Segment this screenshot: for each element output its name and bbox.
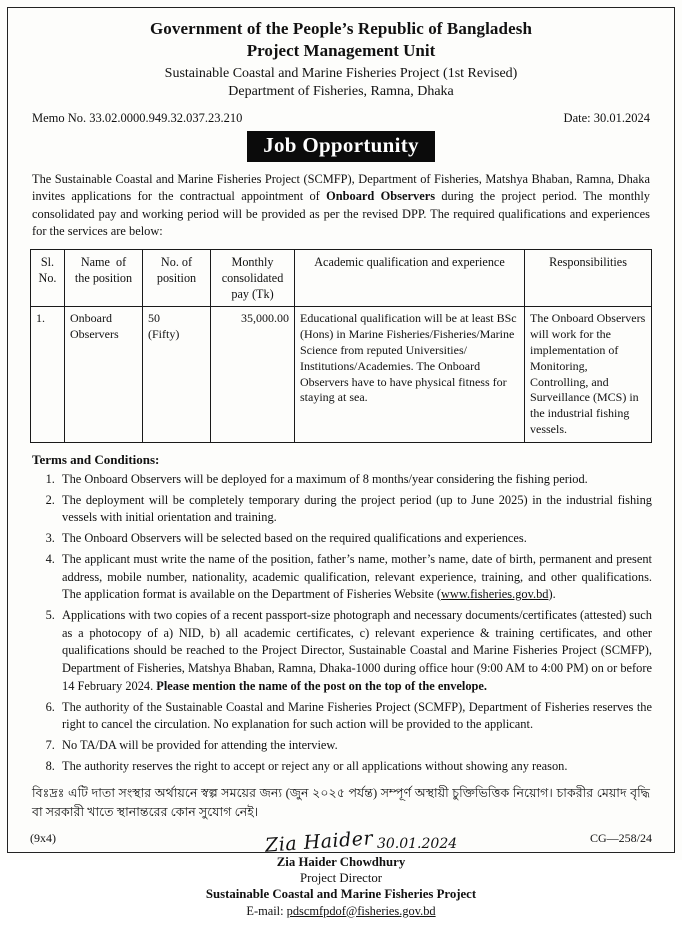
page-inner [18, 12, 664, 939]
bangla-note: বিঃদ্রঃ এটি দাতা সংস্থার অর্থায়নে স্বল্প সময়ের জন্য (জুন ২০২৫ পর্যন্ত) সম্পূর্ণ অস্থায়ী চুক্তিভিত্তিক নিয়োগ। চাকরীর মেয়াদ বৃদ্ধি বা সরকারী খাতে স্থানান্তরের কোন সুযোগ নেই। [32, 785, 650, 820]
header-line-unit: Project Management Unit [246, 41, 436, 61]
footer-cg-code: CG—258/24 [589, 831, 652, 845]
cell-monthly-pay: 35,000.00 [211, 307, 295, 443]
handwritten-signature: Zia Haider [264, 826, 374, 857]
term-item-7: 7. No TA/DA will be provided for attending the interview. [58, 737, 652, 755]
header-line-project: Sustainable Coastal and Marine Fisheries Project (1st Revised) [164, 65, 518, 81]
term-item-5: 5. Applications with two copies of a recent passport-size photograph and necessary documents/certificates (attested) such as a photocopy of a) NID, b) all academic certificates, c) relevant experience & training certificates, and other qualifications should be reached to the Project Director, Sustainable Coastal and Marine Fisheries Project (SCMFP), Department of Fisheries, Matshya Bhaban, Ramna, Dhaka-1000 during office hour (9:00 AM to 4:00 PM) on or before 14 February 2024. Please mention the name of the post on the top of the envelope. [58, 607, 652, 696]
term-item-8: 8. The authority reserves the right to accept or reject any or all applications without showing any reason. [58, 758, 652, 776]
fisheries-website-link[interactable]: www.fisheries.gov.bd [440, 587, 549, 602]
col-position-count: No. of position [143, 249, 211, 306]
terms-title: Terms and Conditions: [32, 451, 160, 467]
terms-list [30, 471, 652, 776]
term-item-3: 3. The Onboard Observers will be selected based on the required qualifications and experiences. [58, 530, 652, 548]
handwritten-date: 30.01.2024 [376, 835, 458, 852]
signature-block [30, 826, 652, 939]
banner-wrap [30, 131, 652, 162]
table-row [31, 307, 652, 443]
signatory-email-row [30, 904, 652, 919]
intro-paragraph: The Sustainable Coastal and Marine Fisheries Project (SCMFP), Department of Fisheries, Matshya Bhaban, Ramna, Dhaka invites applications for the contractual appointment of Onboard Observers during the project period. The monthly consolidated pay and working period will be provided as per the revised DPP. The required qualifications and experiences for the services are below: [32, 171, 651, 239]
envelope-note-bold: Please mention the name of the post on the top of the envelope. [156, 678, 488, 693]
col-qualification: Academic qualification and experience [295, 249, 525, 306]
term-item-1: 1. The Onboard Observers will be deployed for a maximum of 8 months/year considering the fishing period. [58, 471, 652, 489]
cell-responsibilities: The Onboard Observers will work for the implementation of Monitoring, Controlling, and Surveillance (MCS) in the industrial fishing vessels. [525, 307, 652, 443]
document-header [30, 18, 652, 101]
email-link[interactable]: pdscmfpdof@fisheries.gov.bd [286, 903, 436, 918]
header-line-government: Government of the People’s Republic of Bangladesh [149, 19, 533, 38]
email-label: E-mail: [246, 903, 284, 918]
cell-position-count: 50 (Fifty) [143, 307, 211, 443]
col-monthly-pay: Monthly consolidated pay (Tk) [211, 249, 295, 306]
job-opportunity-banner: Job Opportunity [247, 131, 435, 162]
col-responsibilities: Responsibilities [525, 249, 652, 306]
cell-qualification: Educational qualification will be at least BSc (Hons) in Marine Fisheries/Fisheries/Marine Science from reputed Universities/ Institutions/Academies. The Onboard Observers have to have physical fitness for staying at sea. [295, 307, 525, 443]
memo-number: Memo No. 33.02.0000.949.32.037.23.210 [32, 110, 243, 125]
footer-row [30, 831, 652, 846]
memo-date: Date: 30.01.2024 [563, 110, 650, 125]
signatory-role: Project Director [299, 870, 383, 885]
signatory-project: Sustainable Coastal and Marine Fisheries Project [205, 886, 477, 901]
footer-size-code: (9x4) [30, 831, 56, 845]
term-item-6: 6. The authority of the Sustainable Coastal and Marine Fisheries Project (SCMFP), Department of Fisheries reserves the right to cancel the circulation. No explanation for such action will be provided to the applicant. [58, 699, 652, 734]
position-table [30, 249, 652, 443]
term-item-2: 2. The deployment will be completely temporary during the project period (up to June 2025) in the industrial fishing vessels with initial orientation and training. [58, 492, 652, 527]
memo-row [30, 111, 652, 126]
header-line-department: Department of Fisheries, Ramna, Dhaka [228, 84, 454, 99]
intro-position-bold: Onboard Observers [326, 189, 436, 204]
col-position-name: Name of the position [65, 249, 143, 306]
cell-position-name: Onboard Observers [65, 307, 143, 443]
table-header-row [31, 249, 652, 306]
term-item-4: 4. The applicant must write the name of the position, father’s name, mother’s name, date of birth, permanent and present address, mobile number, nationality, academic qualification, relevant experience, training, and other qualifications. The application format is available on the Department of Fisheries Website (www.fisheries.gov.bd). [58, 551, 652, 604]
signatory-name: Zia Haider Chowdhury [276, 854, 406, 869]
col-sl-no: Sl. No. [31, 249, 65, 306]
cell-sl-no: 1. [31, 307, 65, 443]
